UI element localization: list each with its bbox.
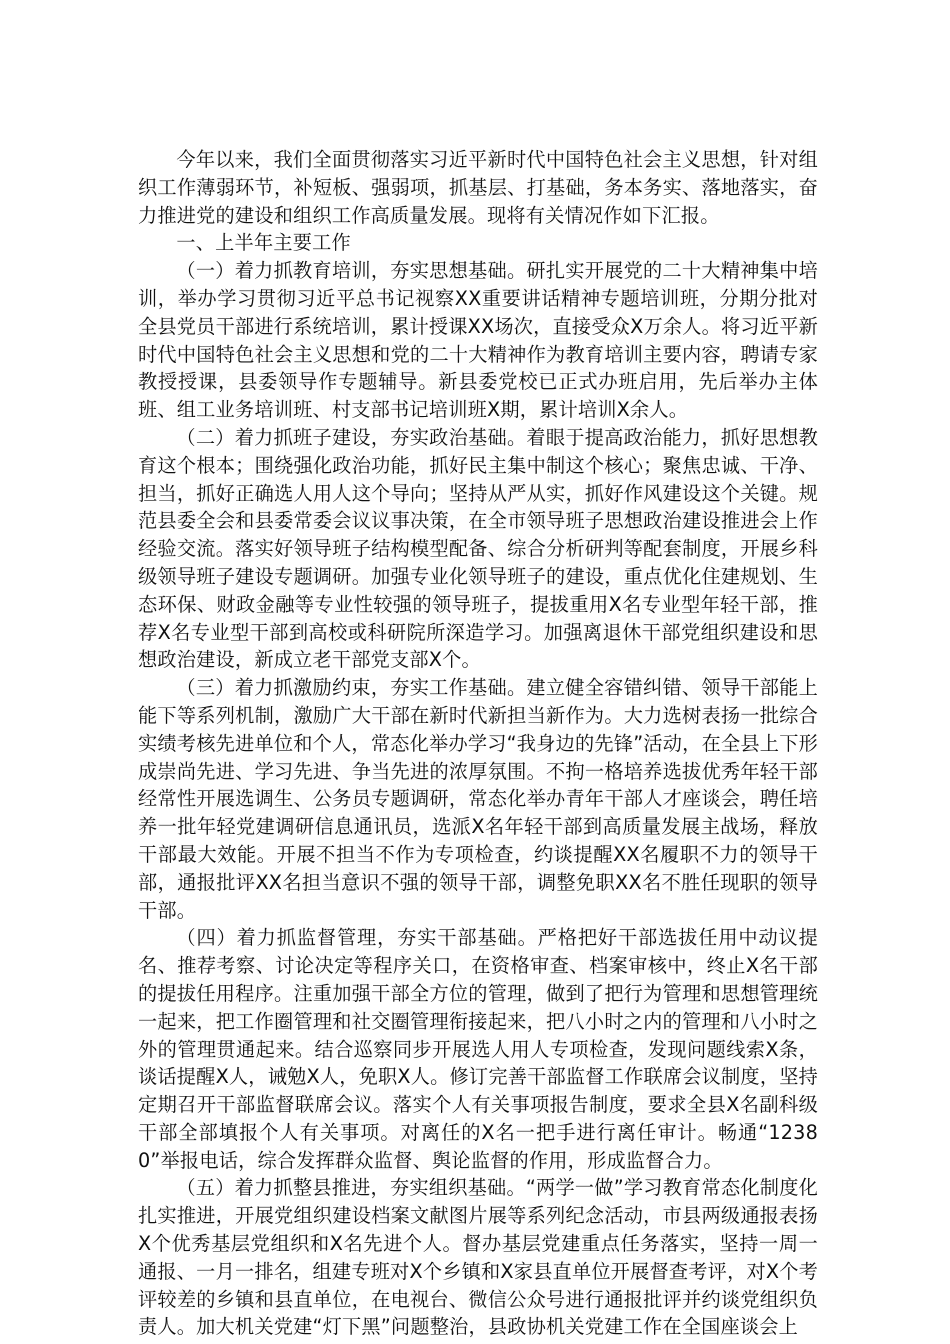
section-heading: 一、上半年主要工作	[176, 231, 351, 255]
paragraph-education-training: （一）着力抓教育培训，夯实思想基础。研扎实开展党的二十大精神集中培训，举办学习贯彻习近平总书记视察XX重要讲话精神专题培训班，分期分批对全县党员干部进行系统培训，累计授课XX场次，直接受众X万余人。将习近平新时代中国特色社会主义思想和党的二十大精神作为教育培训主要内容，聘请专家教授授课，县委领导作专题辅导。新县委党校已正式办班启用，先后举办主体班、组工业务培训班、村支部书记培训班X期，累计培训X余人。	[138, 259, 818, 422]
paragraph-team-building: （二）着力抓班子建设，夯实政治基础。着眼于提高政治能力，抓好思想教育这个根本；围绕强化政治功能，抓好民主集中制这个核心；聚焦忠诚、干净、担当，抓好正确选人用人这个导向；坚持从严从实，抓好作风建设这个关键。规范县委全会和县委常委会议议事决策，在全市领导班子思想政治建设推进会上作经验交流。落实好领导班子结构模型配备、综合分析研判等配套制度，开展乡科级领导班子建设专题调研。加强专业化领导班子的建设，重点优化住建规划、生态环保、财政金融等专业性较强的领导班子，提拔重用X名专业型年轻干部，推荐X名专业型干部到高校或科研院所深造学习。加强离退休干部党组织建设和思想政治建设，新成立老干部党支部X个。	[138, 425, 818, 672]
paragraph-incentive-constraint: （三）着力抓激励约束，夯实工作基础。建立健全容错纠错、领导干部能上能下等系列机制，激励广大干部在新时代新担当新作为。大力选树表扬一批综合实绩考核先进单位和个人，常态化举办学习“我身边的先锋”活动，在全县上下形成崇尚先进、学习先进、争当先进的浓厚氛围。不拘一格培养选拔优秀年轻干部经常性开展选调生、公务员专题调研，常态化举办青年干部人才座谈会，聘任培养一批年轻党建调研信息通讯员，选派X名年轻干部到高质量发展主战场，释放干部最大效能。开展不担当不作为专项检查，约谈提醒XX名履职不力的领导干部，通报批评XX名担当意识不强的领导干部，调整免职XX名不胜任现职的领导干部。	[138, 676, 818, 922]
document-body	[138, 146, 818, 1341]
intro-paragraph: 今年以来，我们全面贯彻落实习近平新时代中国特色社会主义思想，针对组织工作薄弱环节，补短板、强弱项，抓基层、打基础，务本务实、落地落实，奋力推进党的建设和组织工作高质量发展。现将有关情况作如下汇报。	[138, 148, 818, 227]
paragraph-supervision-management: （四）着力抓监督管理，夯实干部基础。严格把好干部选拔任用中动议提名、推荐考察、讨论决定等程序关口，在资格审查、档案审核中，终止X名干部的提拔任用程序。注重加强干部全方位的管理，做到了把行为管理和思想管理统一起来，把工作圈管理和社交圈管理衔接起来，把八小时之内的管理和八小时之外的管理贯通起来。结合巡察同步开展选人用人专项检查，发现问题线索X条，谈话提醒X人，诫勉X人，免职X人。修订完善干部监督工作联席会议制度，坚持定期召开干部监督联席会议。落实个人有关事项报告制度，要求全县X名副科级干部全部填报个人有关事项。对离任的X名一把手进行离任审计。畅通“12380”举报电话，综合发挥群众监督、舆论监督的作用，形成监督合力。	[138, 926, 818, 1172]
paragraph-county-promotion: （五）着力抓整县推进，夯实组织基础。“两学一做”学习教育常态化制度化扎实推进，开展党组织建设档案文献图片展等系列纪念活动，市县两级通报表扬X个优秀基层党组织和X名先进个人。督办基层党建重点任务落实，坚持一周一通报、一月一排名，组建专班对X个乡镇和X家县直单位开展督查考评，对X个考评较差的乡镇和县直单位，在电视台、微信公众号进行通报批评并约谈党组织负责人。加大机关党建“灯下黑”问题整治，县政协机关党建工作在全国座谈会上	[138, 1176, 818, 1339]
